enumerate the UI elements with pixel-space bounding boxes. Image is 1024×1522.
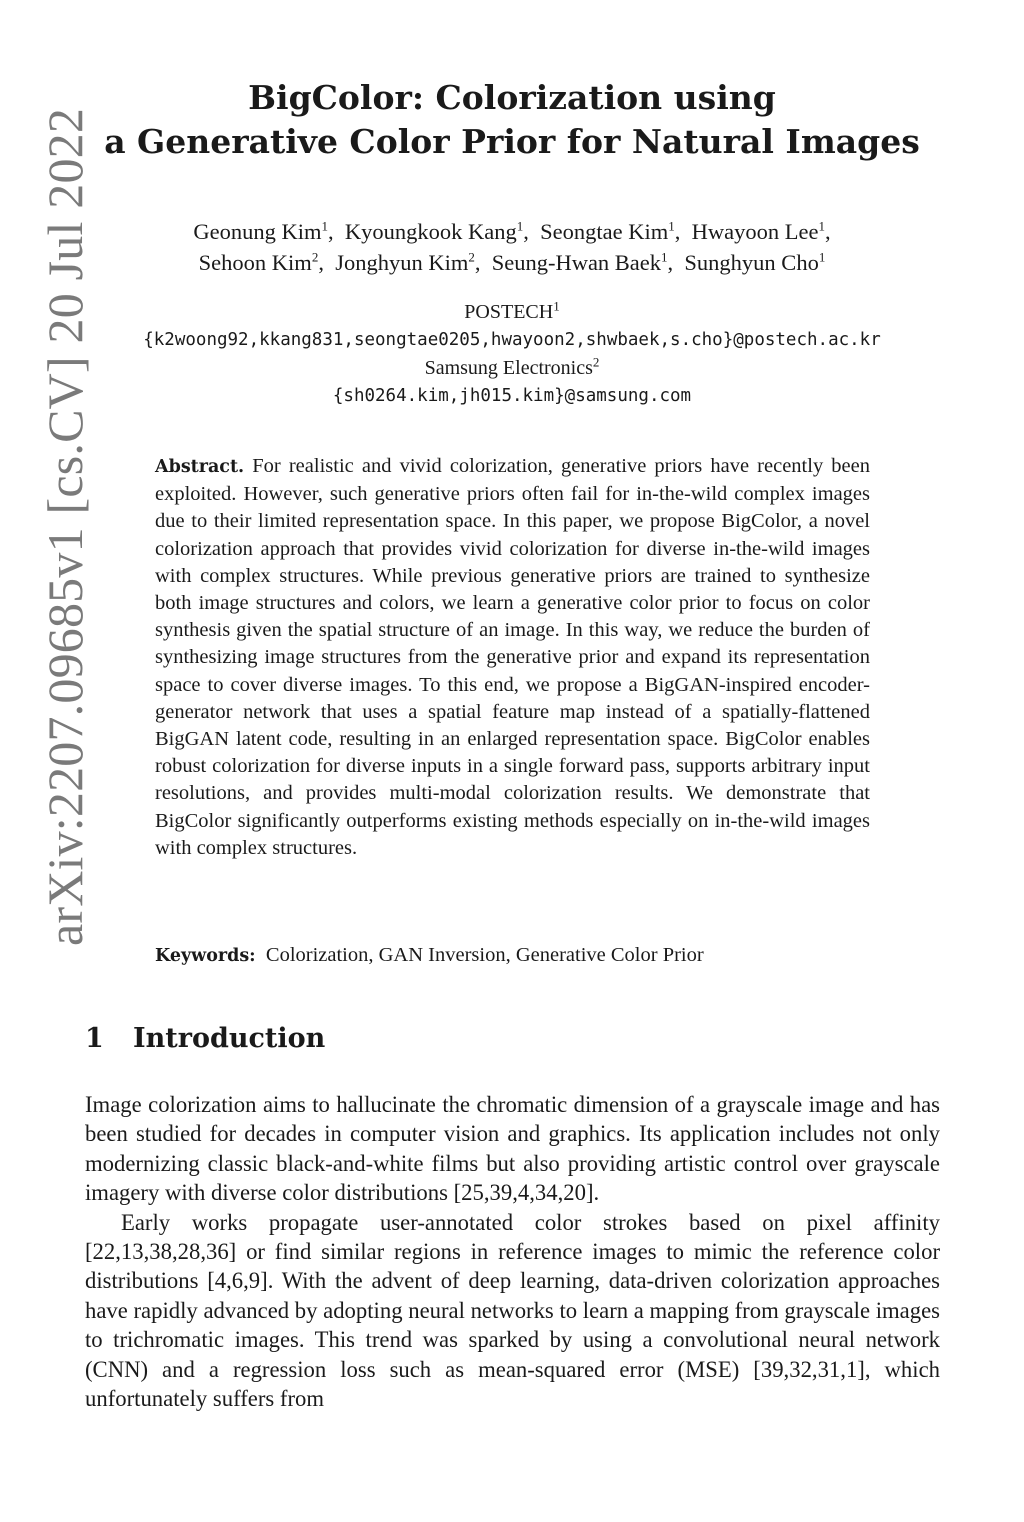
- section-number: 1: [85, 1023, 104, 1054]
- author: Seongtae Kim$^1$: [540, 218, 675, 244]
- author: Kyoungkook Kang$^1$: [344, 218, 524, 244]
- author-list: Geonung Kim$^1$, Kyoungkook Kang$^1$, Seongtae Kim$^1$, Hwayoon Lee$^1$, Sehoon Kim$^2$, Jonghyun Kim$^2$, Seung-Hwan Baek$^1$, Sunghyun Cho$^1$: [193, 218, 831, 275]
- title-line-1: BigColor: Colorization using: [248, 78, 776, 117]
- samsung-emails: {sh0264.kim,jh015.kim}@samsung.com: [332, 386, 692, 406]
- author: Seung-Hwan Baek$^1$: [491, 249, 668, 275]
- abstract-text: For realistic and vivid colorization, generative priors have recently been exploited. However, such generative priors often fail for in-the-wild complex images due to their limited representation space. In this paper, we propose BigColor, a novel colorization approach that provides vivid colorization for diverse in-the-wild images with complex structures. While previous generative priors are trained to synthesize both image structures and colors, we learn a generative color prior to focus on color synthesis given the spatial structure of an image. In this way, we reduce the burden of synthesizing image structures from the generative prior and expand its representation space to cover diverse images. To this end, we propose a BigGAN-inspired encoder-generator network that uses a spatial feature map instead of a spatially-flattened BigGAN latent code, resulting in an enlarged representation space. BigColor enables robust colorization for diverse inputs in a single forward pass, supports arbitrary input resolutions, and provides multi-modal colorization results. We demonstrate that BigColor significantly outperforms existing methods especially on in-the-wild images with complex structures.: [155, 455, 871, 859]
- section-title: Introduction: [133, 1023, 326, 1054]
- keywords-text: Colorization, GAN Inversion, Generative Color Prior: [265, 944, 704, 966]
- section-heading-introduction: [85, 1019, 325, 1059]
- affiliation-postech: POSTECH$^1$: [464, 298, 560, 323]
- paragraph: Early works propagate user-annotated color strokes based on pixel affinity [22,13,38,28,36] or find similar regions in reference images to mimic the reference color distributions [4,6,9]. With the advent of deep learning, data-driven colorization approaches have rapidly advanced by adopting neural networks to learn a mapping from grayscale images to trichromatic images. This trend was sparked by using a convolutional neural network (CNN) and a regression loss such as mean-squared error (MSE) [39,32,31,1], which unfortunately suffers from: [85, 1209, 940, 1412]
- author: Hwayoon Lee$^1$: [691, 218, 825, 244]
- author: Sehoon Kim$^2$: [198, 249, 319, 275]
- postech-emails: {k2woong92,kkang831,seongtae0205,hwayoon2,shwbaek,s.cho}@postech.ac.kr: [143, 330, 881, 350]
- affiliation-samsung: Samsung Electronics$^2$: [424, 354, 600, 379]
- keywords-label: Keywords:: [155, 946, 256, 966]
- affiliations: [0, 298, 1024, 410]
- author: Jonghyun Kim$^2$: [335, 249, 475, 275]
- arxiv-identifier: arXiv:2207.09685v1 [cs.CV] 20 Jul 2022: [37, 107, 93, 947]
- keywords: [155, 942, 870, 970]
- paper-title: [0, 76, 1024, 164]
- introduction-body: [85, 1090, 940, 1413]
- abstract-label: Abstract.: [155, 457, 245, 477]
- author: Geonung Kim$^1$: [193, 218, 329, 244]
- abstract: [155, 453, 870, 862]
- title-line-2: a Generative Color Prior for Natural Images: [104, 122, 920, 161]
- paragraph: Image colorization aims to hallucinate the chromatic dimension of a grayscale image and has been studied for decades in computer vision and graphics. Its application includes not only modernizing classic black-and-white films but also providing artistic control over grayscale imagery with diverse color distributions [25,39,4,34,20].: [85, 1092, 940, 1206]
- author: Sunghyun Cho$^1$: [684, 249, 826, 275]
